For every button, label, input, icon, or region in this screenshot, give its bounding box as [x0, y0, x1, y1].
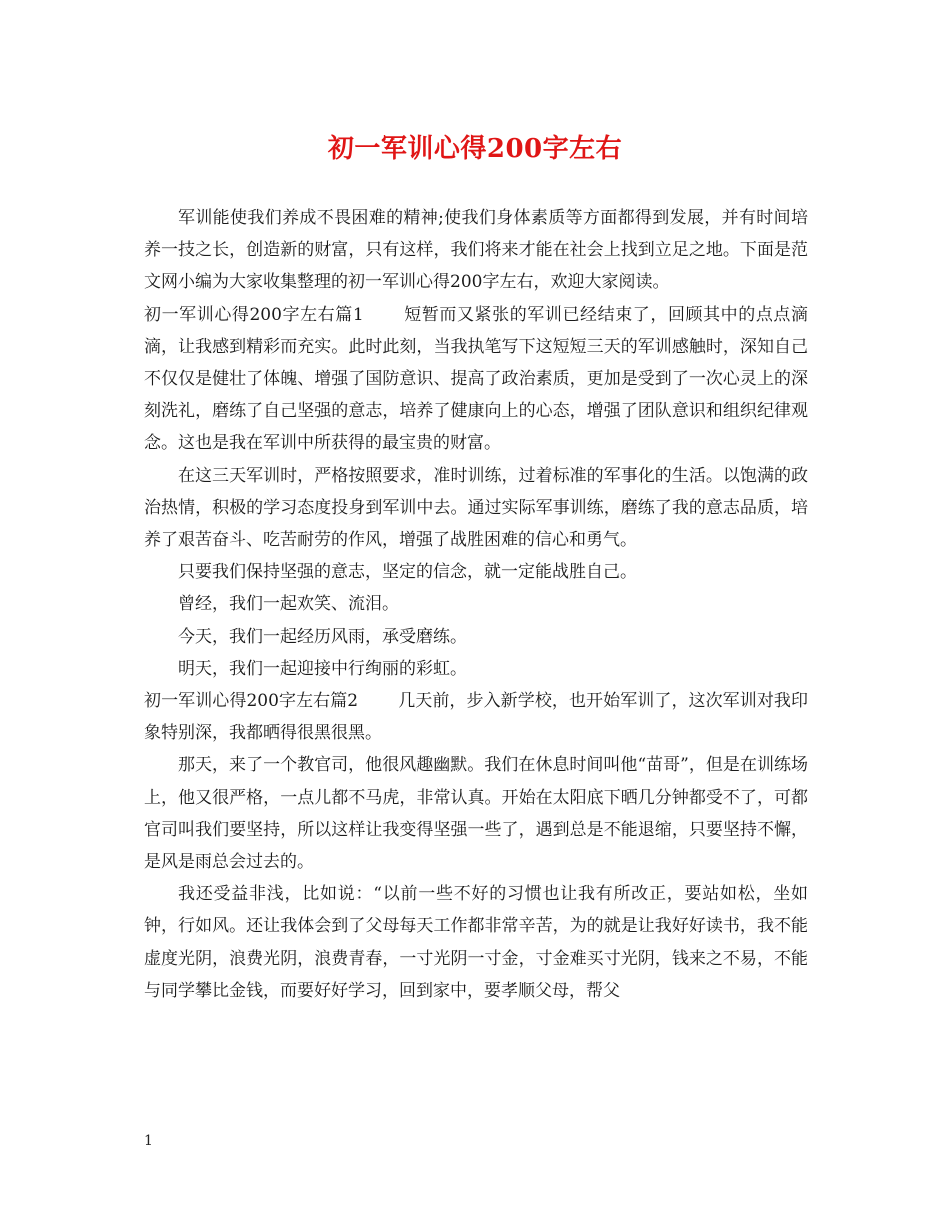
paragraph-benefit: 我还受益非浅，比如说：“以前一些不好的习惯也让我有所改正，要站如松，坐如钟，行如风。还让我体会到了父母每天工作都非常辛苦，为的就是让我好好读书，我不能虚度光阴，浪费光阴，浪费青春，一寸光阴一寸金，寸金难买寸光阴，钱来之不易，不能与同学攀比金钱，而要好好学习，回到家中，要孝顺父母，帮父 — [144, 884, 808, 1001]
paragraph-will: 只要我们保持坚强的意志，坚定的信念，就一定能战胜自己。 — [178, 562, 637, 583]
section-2-text: 几天前，步入新学校，也开始军训了，这次军训对我印象特别深，我都晒得很黑很黑。 — [144, 691, 808, 744]
section-heading-2: 初一军训心得200字左右篇2 — [144, 691, 359, 712]
paragraph-past: 曾经，我们一起欢笑、流泪。 — [178, 594, 399, 615]
paragraph-section-1 — [144, 299, 808, 460]
paragraph-intro: 军训能使我们养成不畏困难的精神;使我们身体素质等方面都得到发展，并有时间培养一技之长，创造新的财富，只有这样，我们将来才能在社会上找到立足之地。下面是范文网小编为大家收集整理的初一军训心得200字左右，欢迎大家阅读。 — [144, 208, 808, 293]
document-title: 初一军训心得200字左右 — [327, 134, 623, 164]
paragraph-section-2 — [144, 685, 808, 749]
paragraph-today: 今天，我们一起经历风雨，承受磨练。 — [178, 626, 467, 647]
page-number: 1 — [144, 1133, 153, 1149]
paragraph-tomorrow: 明天，我们一起迎接中行绚丽的彩虹。 — [178, 658, 467, 679]
paragraph-instructor: 那天，来了一个教官司，他很风趣幽默。我们在休息时间叫他“苗哥”，但是在训练场上，他又很严格，一点儿都不马虎，非常认真。开始在太阳底下晒几分钟都受不了，可都官司叫我们要坚持，所以这样让我变得坚强一些了，遇到总是不能退缩，只要坚持不懈，是风是雨总会过去的。 — [144, 755, 808, 873]
section-1-text: 短暂而又紧张的军训已经结束了，回顾其中的点点滴滴，让我感到精彩而充实。此时此刻，当我执笔写下这短短三天的军训感触时，深知自己不仅仅是健壮了体魄、增强了国防意识、提高了政治素质，更加是受到了一次心灵上的深刻洗礼，磨练了自己坚强的意志，培养了健康向上的心态，增强了团队意识和组织纪律观念。这也是我在军训中所获得的最宝贵的财富。 — [144, 304, 809, 454]
document-body — [144, 202, 808, 1007]
section-heading-1: 初一军训心得200字左右篇1 — [144, 304, 364, 325]
paragraph-training: 在这三天军训时，严格按照要求，准时训练，过着标准的军事化的生活。以饱满的政治热情，积极的学习态度投身到军训中去。通过实际军事训练，磨练了我的意志品质，培养了艰苦奋斗、吃苦耐劳的作风，增强了战胜困难的信心和勇气。 — [144, 465, 808, 551]
